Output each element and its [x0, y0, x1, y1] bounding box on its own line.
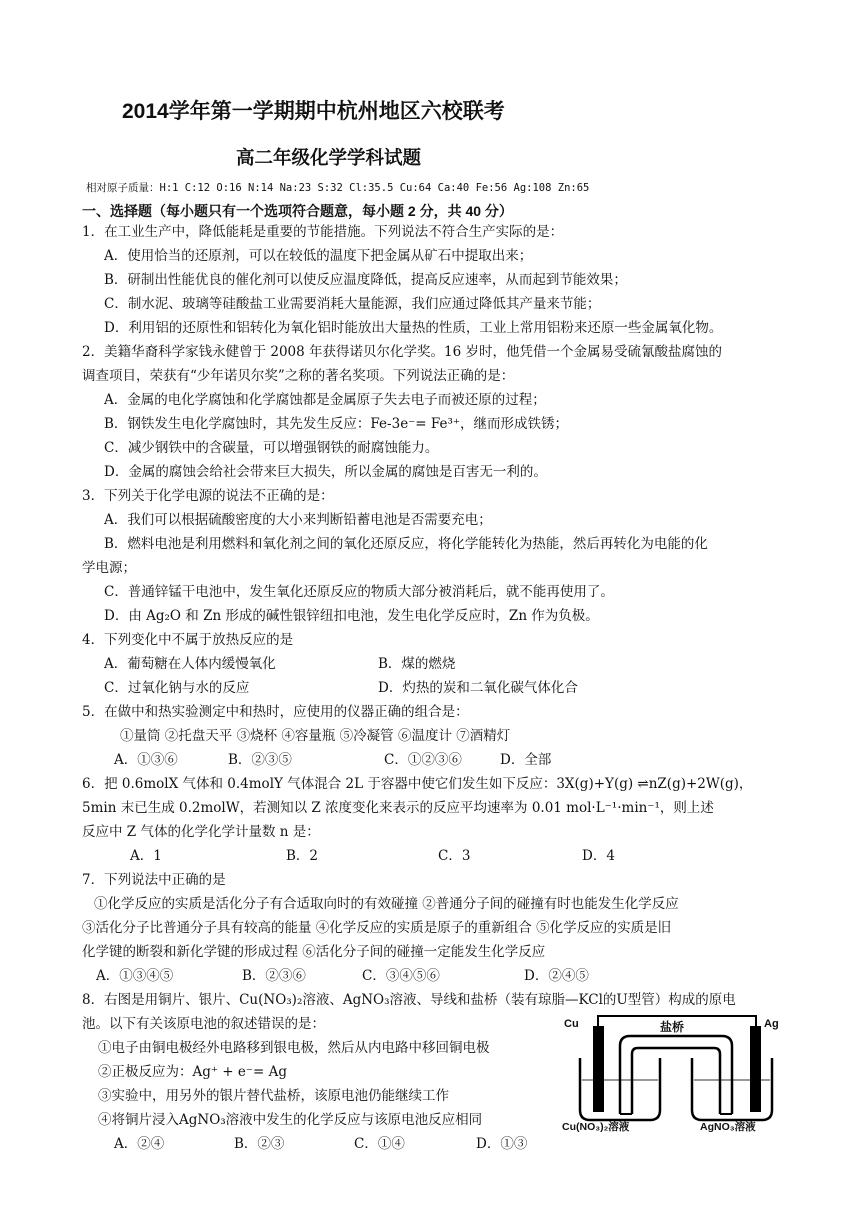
q8-option-d: D．①③ [476, 1136, 528, 1152]
q6-option-b: B．2 [286, 848, 319, 864]
q8-statement-4: ④将铜片浸入AgNO₃溶液中发生的化学反应与该原电池反应相同 [98, 1112, 483, 1128]
q7-option-c: C．③④⑤⑥ [362, 968, 440, 984]
galvanic-cell-diagram [560, 1010, 792, 1130]
q6-option-c: C．3 [438, 848, 471, 864]
q2-option-d: D．金属的腐蚀会给社会带来巨大损失，所以金属的腐蚀是百害无一利的。 [104, 464, 547, 480]
q2-option-a: A．金属的电化学腐蚀和化学腐蚀都是金属原子失去电子而被还原的过程； [104, 392, 546, 408]
q6-option-d: D．4 [582, 848, 615, 864]
q1-option-b: B．研制出性能优良的催化剂可以使反应温度降低，提高反应速率，从而起到节能效果； [104, 272, 627, 288]
q7-option-b: B．②③⑥ [242, 968, 306, 984]
q4-option-b: B．煤的燃烧 [378, 656, 456, 672]
atomic-masses: 相对原子质量：H:1 C:12 O:16 N:14 Na:23 S:32 Cl:35.5 Cu:64 Ca:40 Fe:56 Ag:108 Zn:65 [86, 182, 590, 194]
q2-option-c: C．减少钢铁中的含碳量，可以增强钢铁的耐腐蚀能力。 [104, 440, 439, 456]
q4-option-c: C．过氧化钠与水的反应 [104, 680, 250, 696]
section-heading: 一、选择题（每小题只有一个选项符合题意，每小题 2 分，共 40 分） [82, 203, 513, 219]
question-4: 4．下列变化中不属于放热反应的是 [82, 632, 294, 648]
question-2: 2．美籍华裔科学家钱永健曾于 2008 年获得诺贝尔化学奖。16 岁时，他凭借一个金属易受硫氰酸盐腐蚀的 [82, 344, 722, 360]
q7-statement-2: ③活化分子比普通分子具有较高的能量 ④化学反应的实质是原子的重新组合 ⑤化学反应的实质是旧 [82, 920, 672, 936]
question-6-cont: 5min 末已生成 0.2molW，若测知以 Z 浓度变化来表示的反应平均速率为 0.01 mol·L⁻¹·min⁻¹，则上述 [82, 800, 714, 816]
question-6-cont2: 反应中 Z 气体的化学化学计量数 n 是： [82, 824, 320, 840]
q1-option-d: D．利用铝的还原性和铝转化为氧化铝时能放出大量热的性质，工业上常用铝粉来还原一些金属氧化物。 [104, 320, 723, 336]
exam-title: 2014学年第一学期期中杭州地区六校联考 [122, 100, 505, 123]
q6-option-a: A．1 [130, 848, 162, 864]
left-solution-label: Cu(NO₃)₂溶液 [562, 1121, 630, 1133]
q8-option-b: B．②③ [234, 1136, 285, 1152]
cu-electrode-label: Cu [564, 1018, 579, 1030]
q3-option-c: C．普通锌锰干电池中，发生氧化还原反应的物质大部分被消耗后，就不能再使用了。 [104, 584, 614, 600]
ag-electrode-label: Ag [764, 1018, 779, 1030]
q3-option-b: B．燃料电池是利用燃料和氧化剂之间的氧化还原反应，将化学能转化为热能，然后再转化为电能的化 [104, 536, 708, 552]
q5-instruments: ①量筒 ②托盘天平 ③烧杯 ④容量瓶 ⑤冷凝管 ⑥温度计 ⑦酒精灯 [120, 728, 511, 744]
q3-option-b-cont: 学电源； [82, 560, 136, 576]
q3-option-d: D．由 Ag₂O 和 Zn 形成的碱性银锌纽扣电池，发生电化学反应时，Zn 作为负极。 [104, 608, 599, 624]
q5-option-d: D．全部 [500, 752, 552, 768]
copper-electrode [593, 1026, 604, 1112]
question-1: 1．在工业生产中，降低能耗是重要的节能措施。下列说法不符合生产实际的是： [82, 224, 564, 240]
silver-electrode [750, 1026, 761, 1112]
question-5: 5．在做中和热实验测定中和热时，应使用的仪器正确的组合是： [82, 704, 469, 720]
question-3: 3．下列关于化学电源的说法不正确的是： [82, 488, 334, 504]
question-6: 6．把 0.6molX 气体和 0.4molY 气体混合 2L 于容器中使它们发生如下反应：3X(g)+Y(g) ⇌nZ(g)+2W(g)， [82, 776, 753, 792]
q1-option-c: C．制水泥、玻璃等硅酸盐工业需要消耗大量能源，我们应通过降低其产量来节能； [104, 296, 601, 312]
q8-option-c: C．①④ [354, 1136, 405, 1152]
q8-statement-2: ②正极反应为：Ag⁺ + e⁻= Ag [98, 1064, 288, 1080]
q4-option-a: A．葡萄糖在人体内缓慢氧化 [104, 656, 276, 672]
q7-option-d: D．②④⑤ [524, 968, 589, 984]
q7-option-a: A．①③④⑤ [96, 968, 174, 984]
exam-subtitle: 高二年级化学学科试题 [236, 147, 422, 168]
question-2-cont: 调查项目，荣获有“少年诺贝尔奖”之称的著名奖项。下列说法正确的是： [82, 368, 515, 384]
q3-option-a: A．我们可以根据硫酸密度的大小来判断铅蓄电池是否需要充电； [104, 512, 492, 528]
question-7: 7．下列说法中正确的是 [82, 872, 226, 888]
question-8-cont: 池。以下有关该原电池的叙述错误的是： [82, 1016, 325, 1032]
q8-option-a: A．②④ [114, 1136, 165, 1152]
q5-option-a: A．①③⑥ [114, 752, 178, 768]
q8-statement-1: ①电子由铜电极经外电路移到银电极，然后从内电路中移回铜电极 [98, 1040, 490, 1056]
q5-option-c: C．①②③⑥ [384, 752, 462, 768]
q1-option-a: A．使用恰当的还原剂，可以在较低的温度下把金属从矿石中提取出来； [104, 248, 533, 264]
q7-statement-3: 化学键的断裂和新化学键的形成过程 ⑥活化分子间的碰撞一定能发生化学反应 [82, 944, 546, 960]
right-solution-label: AgNO₃溶液 [700, 1121, 756, 1133]
q7-statement-1: ①化学反应的实质是活化分子有合适取向时的有效碰撞 ②普通分子间的碰撞有时也能发生化学反应 [94, 896, 679, 912]
q2-option-b: B．钢铁发生电化学腐蚀时，其先发生反应：Fe-3e⁻= Fe³⁺，继而形成铁锈； [104, 416, 569, 432]
q4-option-d: D．灼热的炭和二氧化碳气体化合 [378, 680, 578, 696]
salt-bridge-inner [632, 1048, 720, 1114]
question-8: 8．右图是用铜片、银片、Cu(NO₃)₂溶液、AgNO₃溶液、导线和盐桥（装有琼脂—KCl的U型管）构成的原电 [82, 992, 736, 1008]
q5-option-b: B．②③⑤ [228, 752, 292, 768]
salt-bridge-label: 盐桥 [660, 1020, 685, 1034]
q8-statement-3: ③实验中，用另外的银片替代盐桥，该原电池仍能继续工作 [98, 1088, 449, 1104]
